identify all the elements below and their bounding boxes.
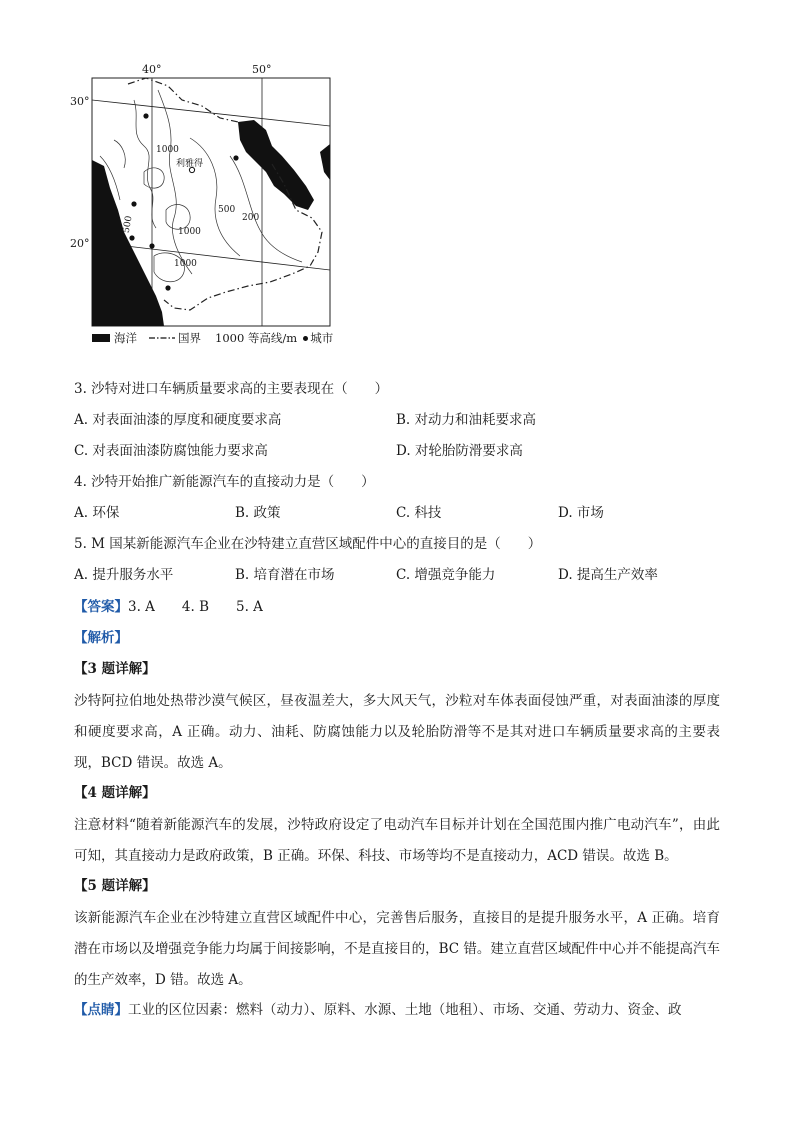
detail-3-text: 沙特阿拉伯地处热带沙漠气候区，昼夜温差大，多大风天气，沙粒对车体表面侵蚀严重，对表面油漆的厚度和硬度要求高，A 正确。动力、油耗、防腐蚀能力以及轮胎防滑等不是其对进口车辆质量要求高的主要表现，BCD 错误。故选 A。: [74, 693, 720, 771]
question-5-option-c: C. 增强竞争能力: [396, 567, 496, 583]
legend-contour: 1000 等高线/m: [215, 331, 298, 345]
map-figure: [70, 60, 340, 350]
detail-4-text: 注意材料“随着新能源汽车的发展，沙特政府设定了电动汽车目标并计划在全国范围内推广电动汽车”，由此可知，其直接动力是政府政策，B 正确。环保、科技、市场等均不是直接动力，ACD 错误。故选 B。: [74, 817, 720, 864]
lon-label-50: 50°: [252, 63, 272, 76]
question-3-option-b: B. 对动力和油耗要求高: [396, 412, 537, 428]
city-swatch: [303, 336, 308, 341]
question-5-option-a: A. 提升服务水平: [74, 567, 174, 583]
question-4-stem: 4. 沙特开始推广新能源汽车的直接动力是（ ）: [74, 474, 375, 490]
question-3-option-a: A. 对表面油漆的厚度和硬度要求高: [74, 412, 282, 428]
answer-label: 【答案】: [74, 599, 128, 615]
contour-label: 500: [218, 205, 236, 215]
tip-text: 工业的区位因素：燃料（动力）、原料、水源、土地（地租）、市场、交通、劳动力、资金、政: [128, 1002, 682, 1018]
lat-label-30: 30°: [70, 95, 90, 108]
contour-label: 1000: [156, 145, 179, 155]
contour-label: 1000: [174, 259, 197, 269]
map-legend: [92, 330, 333, 346]
city-dot: [143, 113, 148, 118]
detail-5-title: 【5 题详解】: [74, 878, 156, 894]
ocean-swatch: [92, 334, 110, 342]
detail-4-title: 【4 题详解】: [74, 785, 156, 801]
legend-ocean: 海洋: [114, 331, 137, 345]
border-swatch: [149, 334, 175, 342]
city-dot: [131, 201, 136, 206]
city-dot: [165, 285, 170, 290]
question-3-option-d: D. 对轮胎防滑要求高: [396, 443, 523, 459]
saudi-map: [70, 60, 340, 350]
legend-city: 城市: [310, 331, 334, 345]
question-4-option-b: B. 政策: [235, 505, 281, 521]
question-5-option-d: D. 提高生产效率: [558, 567, 658, 583]
city-label-riyadh: 利雅得: [176, 159, 204, 169]
contour-label: 200: [242, 213, 260, 223]
question-3-stem: 3. 沙特对进口车辆质量要求高的主要表现在（ ）: [74, 381, 389, 397]
question-4-option-a: A. 环保: [74, 505, 120, 521]
lon-label-40: 40°: [142, 63, 162, 76]
legend-border: 国界: [178, 331, 201, 345]
question-5-option-b: B. 培育潜在市场: [235, 567, 335, 583]
tip-line: [74, 1000, 682, 1020]
city-dot: [129, 235, 134, 240]
tip-label: 【点睛】: [74, 1002, 128, 1018]
analysis-label: 【解析】: [74, 630, 128, 646]
answer-value: 3. A 4. B 5. A: [128, 599, 263, 615]
question-5-stem: 5. M 国某新能源汽车企业在沙特建立直营区域配件中心的直接目的是（ ）: [74, 536, 542, 552]
question-4-option-c: C. 科技: [396, 505, 442, 521]
city-dot: [233, 155, 238, 160]
city-dot: [149, 243, 154, 248]
contour-label: 1000: [178, 227, 201, 237]
answer-line: [74, 597, 263, 617]
detail-3-title: 【3 题详解】: [74, 661, 156, 677]
detail-5-text: 该新能源汽车企业在沙特建立直营区域配件中心，完善售后服务，直接目的是提升服务水平，A 正确。培育潜在市场以及增强竞争能力均属于间接影响，不是直接目的，BC 错。建立直营区域配件中心并不能提高汽车的生产效率，D 错。故选 A。: [74, 910, 720, 988]
contour-label: 500: [121, 215, 135, 234]
question-4-option-d: D. 市场: [558, 505, 604, 521]
question-3-option-c: C. 对表面油漆防腐蚀能力要求高: [74, 443, 268, 459]
lat-label-20: 20°: [70, 237, 90, 250]
